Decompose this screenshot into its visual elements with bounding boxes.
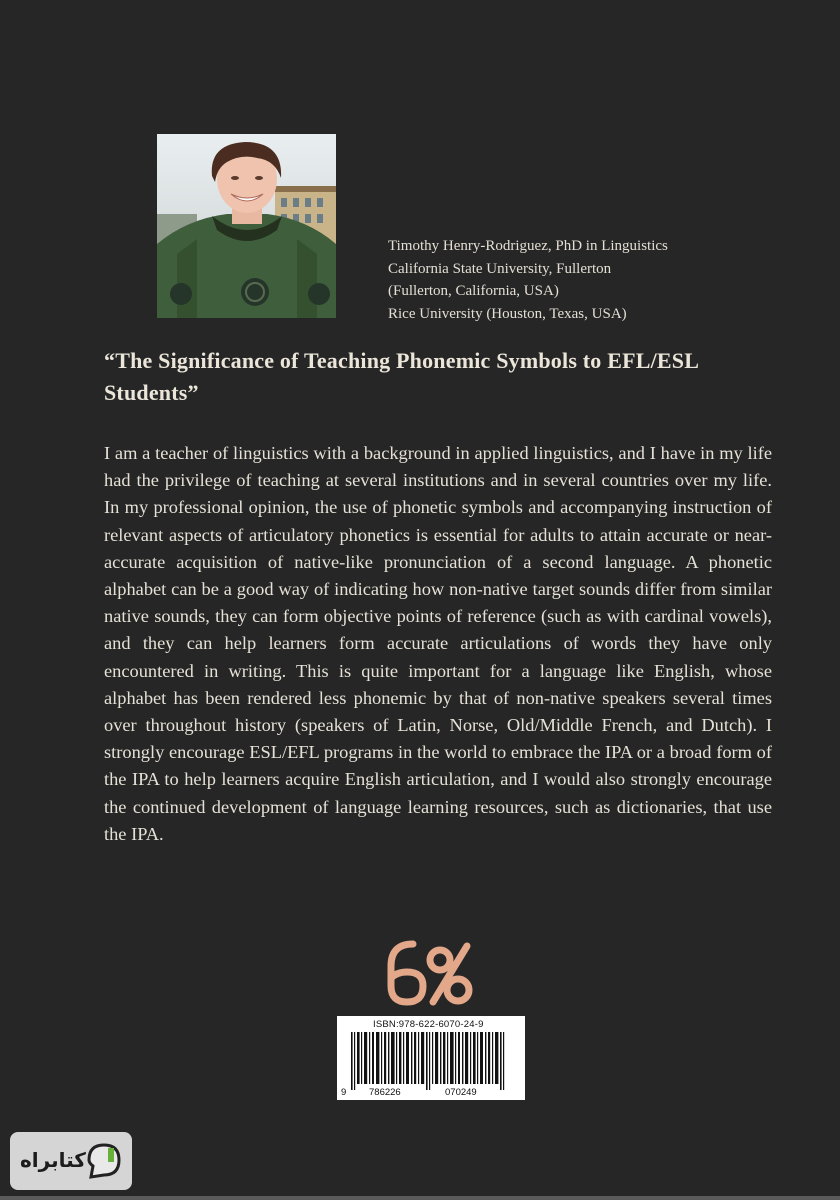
barcode-digits-right: 070249 bbox=[445, 1087, 477, 1098]
watermark-logo-icon bbox=[86, 1142, 122, 1180]
isbn-label: ISBN:978-622-6070-24-9 bbox=[373, 1019, 484, 1030]
barcode-digits-left: 786226 bbox=[369, 1087, 401, 1098]
author-affiliation-1: California State University, Fullerton bbox=[388, 260, 612, 277]
author-name: Timothy Henry-Rodriguez, PhD in Linguistics bbox=[388, 238, 668, 254]
author-info bbox=[388, 235, 668, 325]
essay-title: “The Significance of Teaching Phonemic Symbols to EFL/ESL Students” bbox=[104, 348, 698, 405]
publisher-logo bbox=[385, 938, 477, 1008]
barcode-bars bbox=[345, 1032, 517, 1090]
barcode bbox=[337, 1016, 525, 1100]
author-affiliation-1-location: (Fullerton, California, USA) bbox=[388, 283, 559, 299]
watermark-badge bbox=[10, 1132, 132, 1190]
watermark-text: کتابراه bbox=[20, 1148, 86, 1172]
author-photo bbox=[157, 134, 336, 318]
barcode-digit-first: 9 bbox=[341, 1087, 347, 1098]
bottom-edge-strip bbox=[0, 1196, 840, 1200]
author-affiliation-2: Rice University (Houston, Texas, USA) bbox=[388, 305, 627, 322]
essay-body: I am a teacher of linguistics with a background in applied linguistics, and I have in my life had the privilege of teaching at several institutions and in several countries over my life. In my professional opinion, the use of phonetic symbols and accompanying instruction of relevant aspects of articulatory phonetics is essential for adults to attain accurate or near-accurate acquisition of native-like pronunciation of a second language. A phonetic alphabet can be a good way of indicating how non-native target sounds differ from similar native sounds, they can form objective points of reference (such as with cardinal vowels), and they can help learners form accurate articulations of words they have only encountered in writing. This is quite important for a language like English, whose alphabet has been rendered less phonemic by that of non-native speakers several times over throughout history (speakers of Latin, Norse, Old/Middle French, and Dutch). I strongly encourage ESL/EFL programs in the world to embrace the IPA or a broad form of the IPA to help learners acquire English articulation, and I would also strongly encourage the continued development of language learning resources, such as dictionaries, that use the IPA. bbox=[104, 443, 772, 844]
